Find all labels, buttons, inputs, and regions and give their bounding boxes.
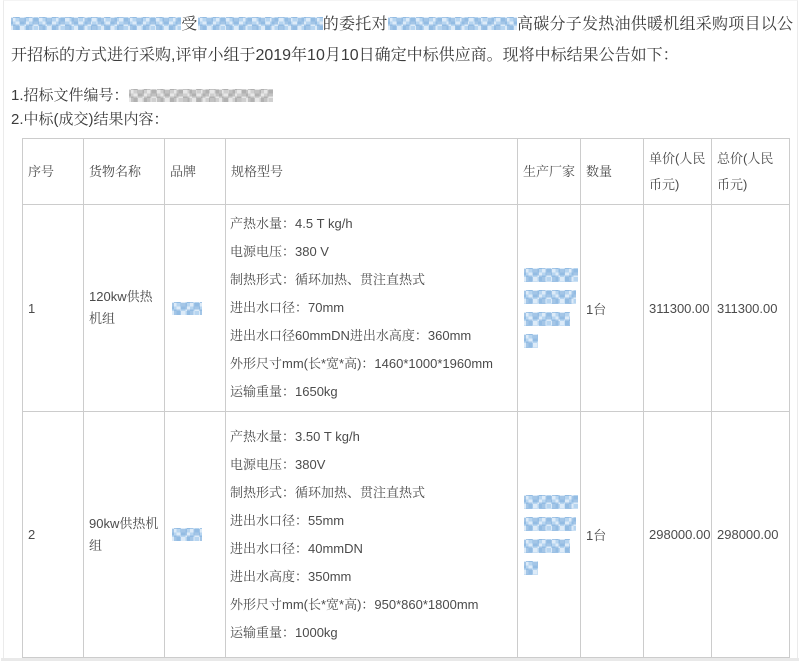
cell-total-price: 298000.00 bbox=[712, 412, 790, 658]
result-content-label: 2.中标(成交)结果内容： bbox=[11, 111, 169, 128]
table-row bbox=[23, 412, 790, 658]
cell-brand bbox=[165, 205, 226, 412]
spec-line: 产热水量：4.5 T kg/h bbox=[230, 216, 353, 231]
redacted-brand-block bbox=[172, 528, 202, 541]
redacted-agency-name-block bbox=[11, 17, 181, 30]
cell-goods-name: 120kw供热机组 bbox=[84, 205, 165, 412]
intro-text-part1: 受 bbox=[181, 16, 198, 33]
spec-line: 制热形式：循环加热、贯注直热式 bbox=[230, 272, 426, 287]
redacted-line bbox=[524, 334, 538, 348]
redacted-line bbox=[524, 312, 570, 326]
redacted-manufacturer-block bbox=[523, 495, 575, 575]
redacted-manufacturer-block bbox=[523, 268, 575, 348]
spec-line: 产热水量：3.50 T kg/h bbox=[230, 428, 360, 444]
spec-line: 进出水高度：350mm bbox=[230, 568, 352, 584]
cell-quantity: 1台 bbox=[581, 205, 644, 412]
cell-unit-price: 311300.00 bbox=[644, 205, 712, 412]
cell-specs bbox=[226, 412, 518, 658]
cell-brand bbox=[165, 412, 226, 658]
table-row bbox=[23, 205, 790, 412]
spec-line: 电源电压：380 V bbox=[230, 244, 329, 259]
redacted-line bbox=[524, 517, 576, 531]
spec-line: 进出水口径：70mm bbox=[230, 300, 345, 315]
spec-line: 进出水口径60mmDN进出水高度：360mm bbox=[230, 328, 472, 343]
cell-quantity: 1台 bbox=[581, 412, 644, 658]
header-seq: 序号 bbox=[23, 139, 84, 205]
redacted-line bbox=[524, 495, 578, 509]
header-quantity: 数量 bbox=[581, 139, 644, 205]
cell-specs bbox=[226, 205, 518, 412]
header-total-price: 总价(人民币元) bbox=[712, 139, 790, 205]
spec-line: 运输重量：1000kg bbox=[230, 624, 338, 640]
spec-line: 进出水口径：55mm bbox=[230, 512, 345, 528]
cell-manufacturer bbox=[518, 205, 581, 412]
cell-seq: 2 bbox=[23, 412, 84, 658]
redacted-client-name-block bbox=[198, 17, 323, 30]
spec-line: 外形尺寸mm(长*宽*高)：950*860*1800mm bbox=[230, 596, 479, 612]
header-manufacturer: 生产厂家 bbox=[518, 139, 581, 205]
spec-line: 电源电压：380V bbox=[230, 456, 326, 472]
result-content-line bbox=[11, 112, 793, 128]
redacted-line bbox=[524, 539, 570, 553]
bid-result-table bbox=[22, 138, 790, 658]
table-header-row bbox=[23, 139, 790, 205]
header-unit-price: 单价(人民币元) bbox=[644, 139, 712, 205]
redacted-line bbox=[524, 290, 576, 304]
spec-line: 进出水口径：40mmDN bbox=[230, 540, 363, 556]
cell-goods-name: 90kw供热机组 bbox=[84, 412, 165, 658]
announcement-document bbox=[3, 0, 798, 658]
cell-unit-price: 298000.00 bbox=[644, 412, 712, 658]
redacted-doc-number-block bbox=[129, 89, 273, 102]
intro-text-part3: 高碳分子发热油供暖机组采购项目以公开招标的方式进行采购,评审小组于2019年10月10日确定中标供应商。现将中标结果公告如下： bbox=[11, 16, 793, 64]
header-brand: 品牌 bbox=[165, 139, 226, 205]
header-goods-name: 货物名称 bbox=[84, 139, 165, 205]
tender-doc-number-label: 1.招标文件编号： bbox=[11, 87, 129, 104]
redacted-line bbox=[524, 268, 578, 282]
cell-seq: 1 bbox=[23, 205, 84, 412]
header-spec-model: 规格型号 bbox=[226, 139, 518, 205]
cell-total-price: 311300.00 bbox=[712, 205, 790, 412]
spec-line: 制热形式：循环加热、贯注直热式 bbox=[230, 484, 426, 500]
redacted-project-owner-block bbox=[388, 17, 517, 30]
spec-line: 外形尺寸mm(长*宽*高)：1460*1000*1960mm bbox=[230, 356, 493, 371]
redacted-brand-block bbox=[172, 302, 202, 315]
tender-doc-number-line bbox=[11, 88, 793, 104]
spec-line: 运输重量：1650kg bbox=[230, 384, 338, 399]
cell-manufacturer bbox=[518, 412, 581, 658]
redacted-line bbox=[524, 561, 538, 575]
intro-paragraph bbox=[11, 9, 793, 71]
intro-text-part2: 的委托对 bbox=[322, 16, 388, 33]
